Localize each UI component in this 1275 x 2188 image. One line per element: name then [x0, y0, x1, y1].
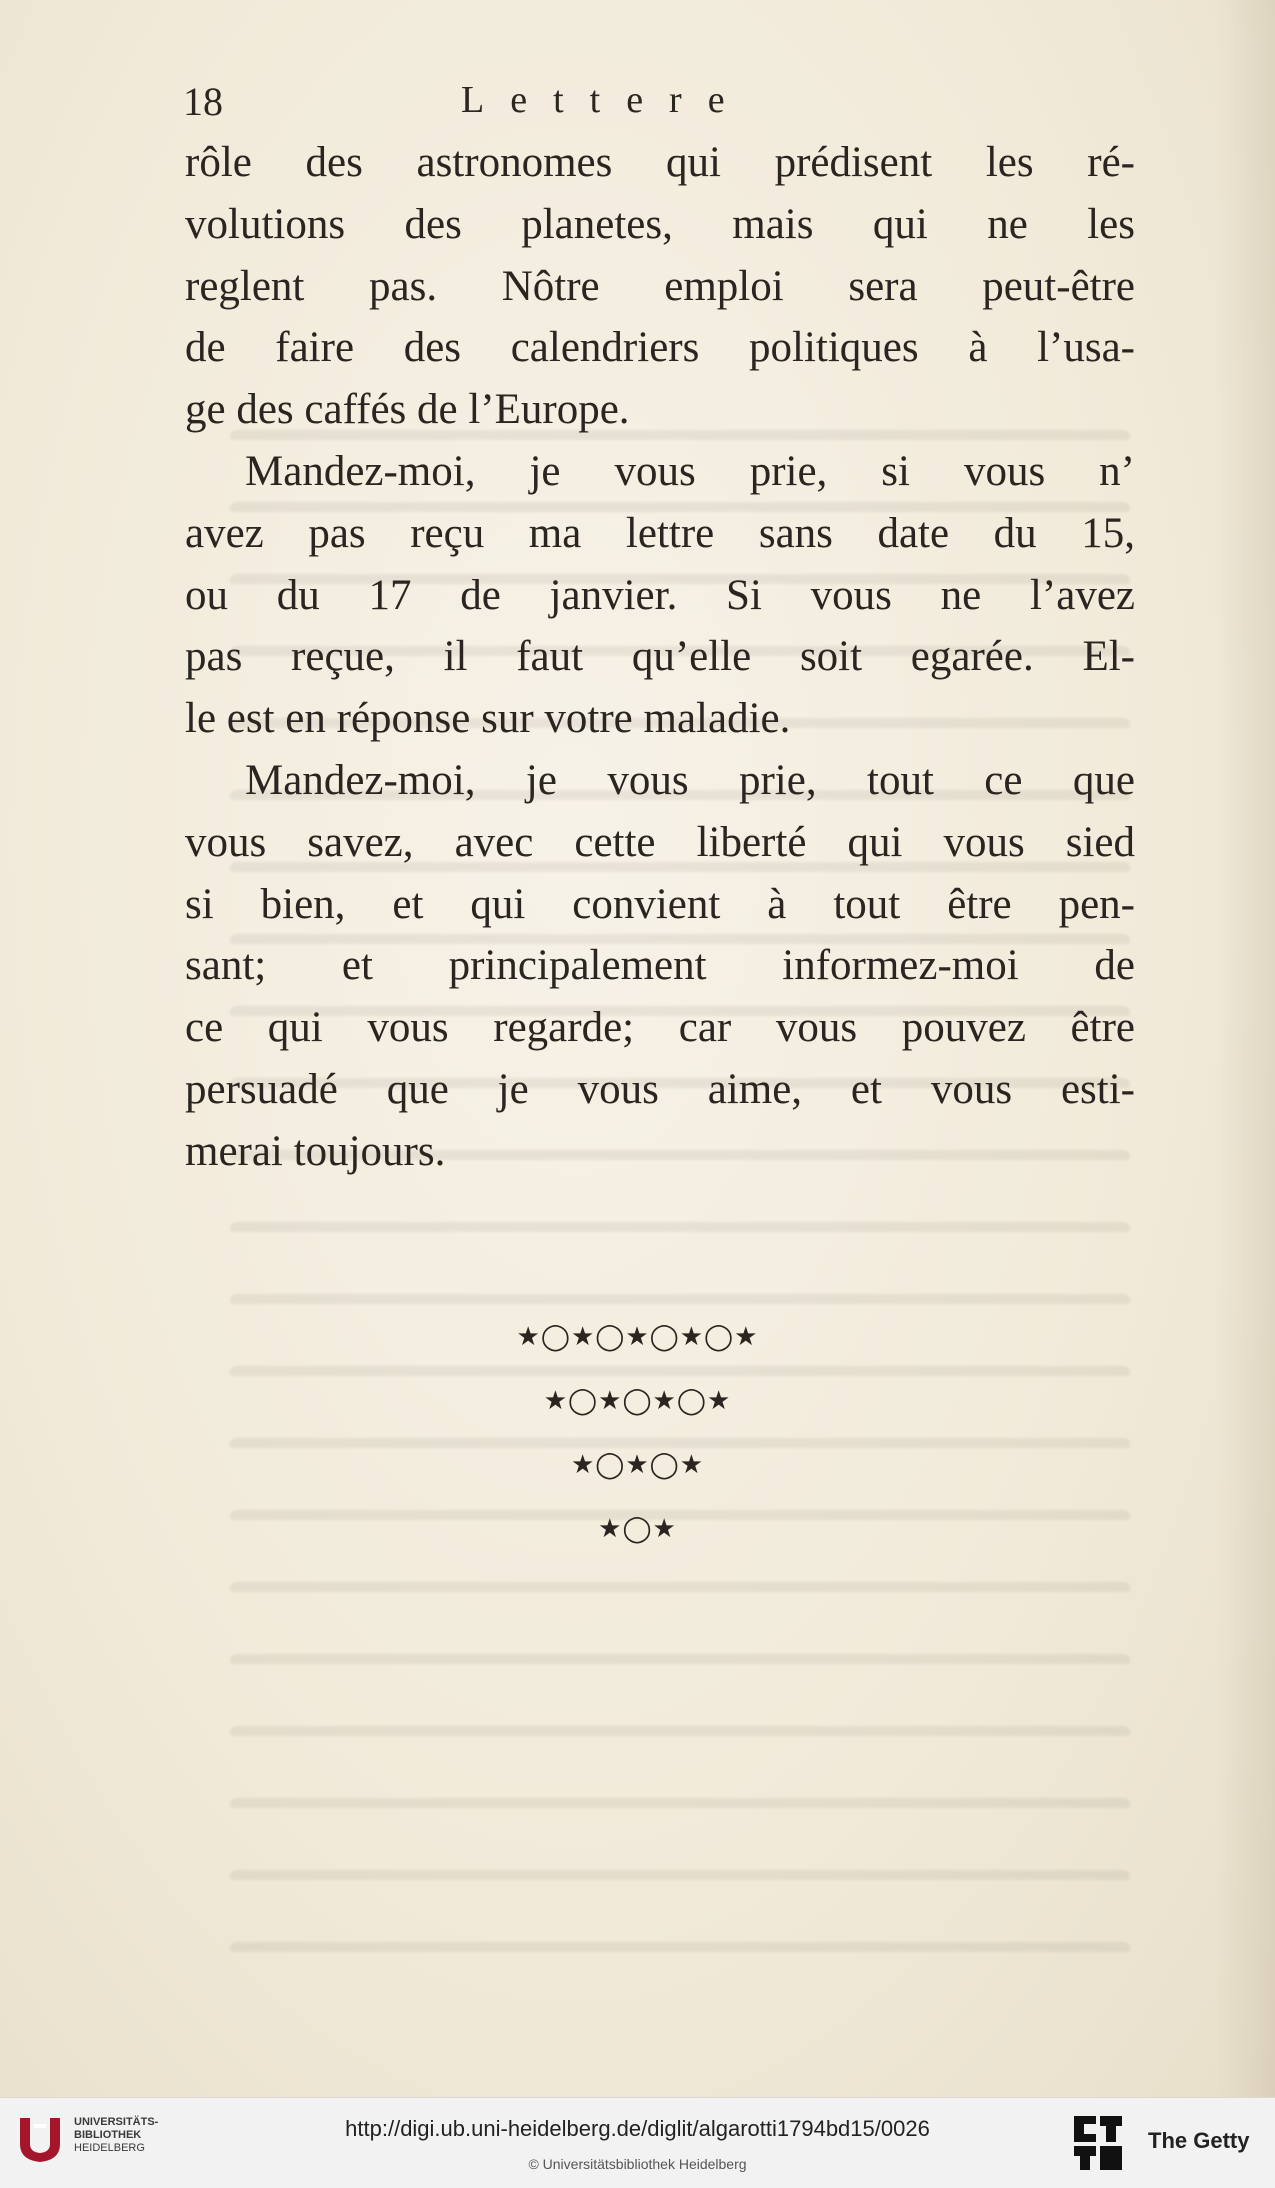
running-head: Lettere [461, 79, 751, 121]
library-name-line-2: BIBLIOTHEK [74, 2129, 142, 2141]
ornament-row-1: ★◯★◯★◯★◯★ [516, 1322, 759, 1352]
page-number: 18 [183, 79, 223, 124]
page-header [183, 72, 1123, 132]
footer-bar [0, 2097, 1275, 2188]
partner-name: The Getty [1148, 2128, 1250, 2153]
text-line: le est en réponse sur votre maladie. [185, 695, 791, 743]
text-line: Mandez-moi, je vous prie, si vous n’ [245, 447, 1135, 495]
text-line: ce qui vous regarde; car vous pouvez être [185, 1004, 1135, 1052]
text-line: merai toujours. [185, 1127, 446, 1175]
getty-logo-icon [1072, 2114, 1124, 2172]
text-line: sant; et principalement informez-moi de [185, 942, 1135, 990]
library-city: HEIDELBERG [74, 2142, 145, 2154]
text-line: avez pas reçu ma lettre sans date du 15, [185, 509, 1135, 557]
text-line: vous savez, avec cette liberté qui vous sied [185, 818, 1135, 866]
text-line: persuadé que je vous aime, et vous esti- [185, 1065, 1135, 1113]
text-line: pas reçue, il faut qu’elle soit egarée. El- [185, 633, 1135, 681]
ornament-row-2: ★◯★◯★◯★ [543, 1386, 732, 1416]
text-line: ou du 17 de janvier. Si vous ne l’avez [185, 571, 1135, 619]
text-line: si bien, et qui convient à tout être pen- [185, 880, 1135, 928]
text-line: rôle des astronomes qui prédisent les ré- [185, 139, 1135, 186]
text-line: Mandez-moi, je vous prie, tout ce que [245, 756, 1135, 804]
body-text [185, 132, 1135, 1183]
ornament-row-3: ★◯★◯★ [570, 1450, 705, 1480]
permalink-url[interactable]: http://digi.ub.uni-heidelberg.de/diglit/algarotti1794bd15/0026 [345, 2116, 930, 2141]
text-line: reglent pas. Nôtre emploi sera peut-être [185, 262, 1135, 310]
copyright-notice: © Universitätsbibliothek Heidelberg [528, 2156, 747, 2172]
text-line: ge des caffés de l’Europe. [185, 386, 630, 434]
ornament-row-4: ★◯★ [598, 1514, 677, 1544]
text-line: de faire des calendriers politiques à l’usa- [185, 324, 1135, 372]
text-line: volutions des planetes, mais qui ne les [185, 200, 1135, 248]
library-name-line-1: UNIVERSITÄTS- [74, 2116, 159, 2128]
